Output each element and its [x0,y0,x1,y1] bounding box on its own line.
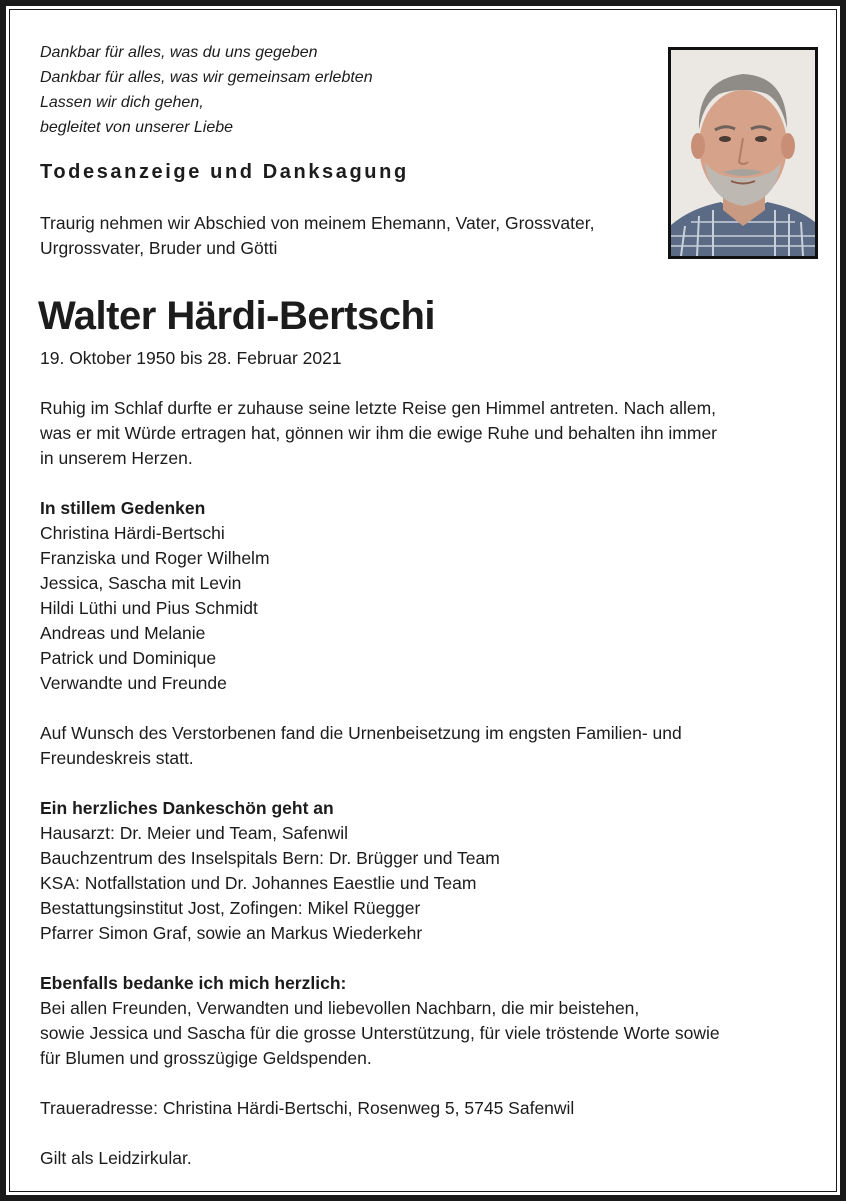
portrait-image [671,50,815,256]
also-thanks-line: sowie Jessica und Sascha für die grosse Unterstützung, für viele tröstende Worte sowie [40,1023,720,1043]
intro-line: Urgrossvater, Bruder und Götti [40,238,278,258]
mourning-address: Traueradresse: Christina Härdi-Bertschi, Rosenweg 5, 5745 Safenwil [40,1098,575,1118]
intro-text [40,211,594,261]
mourners-list [40,496,270,696]
also-thanks-title: Ebenfalls bedanke ich mich herzlich: [40,973,347,993]
motto-line: Dankbar für alles, was wir gemeinsam erlebten [40,69,373,86]
motto-line: Lassen wir dich gehen, [40,94,204,111]
life-dates: 19. Oktober 1950 bis 28. Februar 2021 [40,348,342,368]
mourner-name: Jessica, Sascha mit Levin [40,573,242,593]
tribute-line: in unserem Herzen. [40,448,193,468]
motto-line: Dankbar für alles, was du uns gegeben [40,44,318,61]
thanks-item: Pfarrer Simon Graf, sowie an Markus Wiederkehr [40,923,423,943]
thanks-item: KSA: Notfallstation und Dr. Johannes Eaestlie und Team [40,873,477,893]
burial-note [40,721,682,771]
mourner-name: Hildi Lüthi und Pius Schmidt [40,598,258,618]
mourner-name: Franziska und Roger Wilhelm [40,548,270,568]
mourner-name: Verwandte und Freunde [40,673,227,693]
burial-line: Freundeskreis statt. [40,748,194,768]
motto-line: begleitet von unserer Liebe [40,119,234,136]
thanks-item: Hausarzt: Dr. Meier und Team, Safenwil [40,823,349,843]
also-thanks-section [40,971,720,1071]
heading: Todesanzeige und Danksagung [40,161,409,183]
tribute-paragraph [40,396,717,471]
mourner-name: Andreas und Melanie [40,623,206,643]
thanks-title: Ein herzliches Dankeschön geht an [40,798,334,818]
mourners-title: In stillem Gedenken [40,498,206,518]
thanks-item: Bauchzentrum des Inselspitals Bern: Dr. Brügger und Team [40,848,500,868]
deceased-name: Walter Härdi-Bertschi [38,294,435,338]
motto-verse [40,40,373,140]
footer-note: Gilt als Leidzirkular. [40,1148,192,1168]
mourner-name: Patrick und Dominique [40,648,217,668]
also-thanks-line: Bei allen Freunden, Verwandten und liebevollen Nachbarn, die mir beistehen, [40,998,640,1018]
tribute-line: Ruhig im Schlaf durfte er zuhause seine letzte Reise gen Himmel antreten. Nach allem, [40,398,717,418]
tribute-line: was er mit Würde ertragen hat, gönnen wir ihm die ewige Ruhe und behalten ihn immer [40,423,718,443]
thanks-section [40,796,500,946]
intro-line: Traurig nehmen wir Abschied von meinem Ehemann, Vater, Grossvater, [40,213,595,233]
mourner-name: Christina Härdi-Bertschi [40,523,225,543]
also-thanks-line: für Blumen und grosszügige Geldspenden. [40,1048,372,1068]
thanks-item: Bestattungsinstitut Jost, Zofingen: Mikel Rüegger [40,898,421,918]
burial-line: Auf Wunsch des Verstorbenen fand die Urnenbeisetzung im engsten Familien- und [40,723,682,743]
portrait-photo [668,47,818,259]
